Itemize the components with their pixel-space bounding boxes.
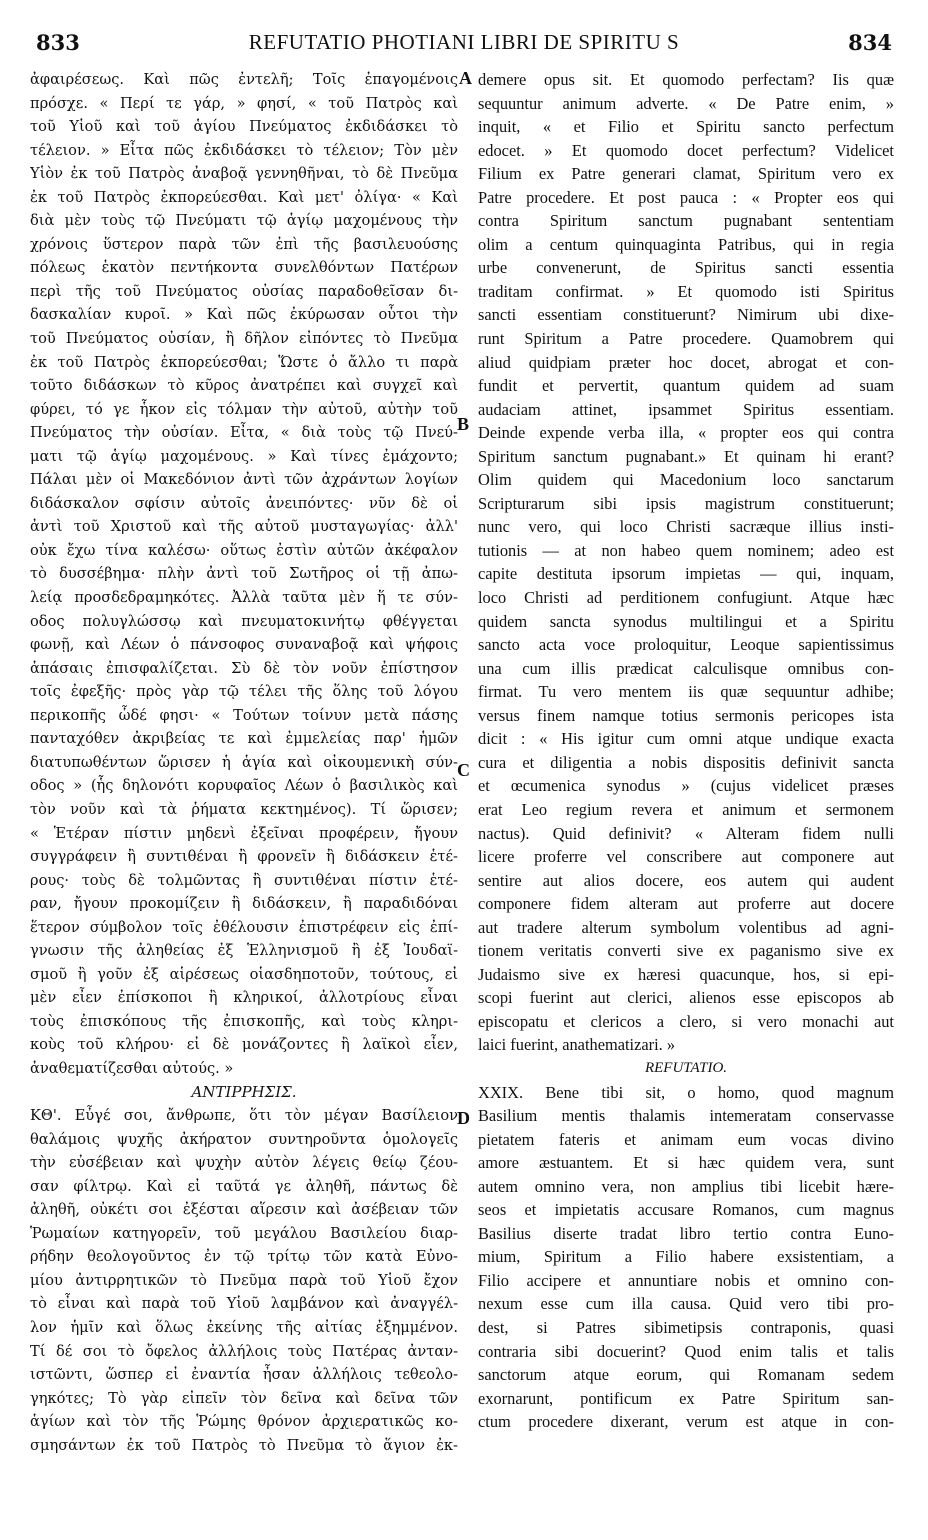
text-line: erat Leo regium revera et animum et sermonem [478, 799, 894, 819]
text-line: aut tradere alterum symbolum volentibus ad agni- [478, 917, 894, 937]
text-line: τὸν νοῦν καὶ τὰ ῥήματα κεκτημένος). Τί ὥρισεν; [30, 800, 458, 818]
text-line: sancto acta voce proloquitur, Leoque sapientissimus [478, 635, 894, 655]
text-line: τοῦ Πνεύματος οὐσίαν, ἢ δῆλον εἰπόντες τὸ Πνεῦμα [30, 330, 458, 348]
section-heading: ΑΝΤΙΡΡΗΣΙΣ. [191, 1082, 297, 1101]
text-line: ἐκ τοῦ Πατρὸς ἐκπορεύεσθαι. Καὶ μετ' ὀλίγα· « Καὶ [30, 188, 458, 206]
margin-letter-b: B [457, 414, 470, 434]
text-line: dest, si Patres sibimetipsis contraponis, quasi [478, 1317, 894, 1337]
text-line: τὸ δυσσέβημα· πλὴν ἀντὶ τοῦ Σωτῆρος οἱ τῇ ἀπω- [30, 565, 458, 583]
text-line: ἀντὶ τοῦ Χριστοῦ καὶ τῆς αὐτοῦ μυσταγωγίας· ἀλλ' [30, 518, 458, 536]
text-line: fundit et pervertit, quantum quidem ad suam [478, 376, 894, 396]
text-line: una cum illis prædicat calculisque omnibus con- [478, 658, 894, 678]
text-line: γνωσιν τῆς ἀληθείας ἐξ Ἑλληνισμοῦ ἢ ἐξ Ἰουδαϊ- [30, 942, 458, 960]
text-line: et œcumenica synodus » (cujus videlicet præses [478, 776, 894, 796]
text-line: ctum procedere dixerant, verum est atque in con- [478, 1412, 894, 1432]
text-line: σμοῦ ἢ γοῦν ἐξ αἱρέσεως οἱασδηποτοῦν, τούτους, εἰ [30, 965, 458, 983]
text-line: διὰ μὲν τοὺς τῷ Πνεύματι τῷ ἁγίῳ μαχομένους τὴν [30, 212, 458, 230]
text-line: ματι τῷ ἁγίῳ μαχομένους. » Καὶ τίνες ἐμάχοντο; [30, 447, 458, 465]
text-line: versus finem namque totius sermonis pericopes ista [478, 705, 894, 725]
text-line: Πάλαι μὲν οἱ Μακεδόνιον ἀντὶ τῶν ἀχράντων λογίων [30, 471, 458, 489]
text-line: contraria sibi docuerint? Quod enim talis et talis [478, 1341, 894, 1361]
text-line: θαλάμοις ψυχῆς ἀκήρατον συντηροῦντα ὁμολογεῖς [30, 1130, 458, 1148]
text-line: cura et diligentia a nobis dispositis definivit sancta [478, 752, 894, 772]
text-line: edocet. » Et quomodo docet perfectum? Videlicet [478, 140, 894, 160]
text-line: μίου ἀντιρρητικῶν τὸ Πνεῦμα παρὰ τοῦ Υἱοῦ ἔχον [30, 1271, 458, 1289]
text-line: σμησάντων ἐκ τοῦ Πατρὸς τὸ Πνεῦμα τὸ ἅγιον ἐκ- [30, 1436, 458, 1454]
text-line: πόλεως ἑκατὸν πεντήκοντα συνελθόντων Πατέρων [30, 259, 458, 277]
text-line: loco Christi ad perditionem confugiunt. Atque hæc [478, 588, 894, 608]
text-line: Filium ex Patre generari clamat, Spiritum vero ex [478, 164, 894, 184]
text-line: περὶ τῆς τοῦ Πνεύματος οὐσίας παραδοθεῖσαν δι- [30, 282, 458, 300]
text-line: τοῦτο διδάσκων τὸ κῦρος ἀνατρέπει καὶ συγχεῖ καὶ [30, 377, 458, 395]
text-line: διδάσκαλον σφίσιν αὐτοῖς ἀνειπόντες· νῦν δὲ οἱ [30, 494, 458, 512]
text-line: οδος πολυγλώσσῳ καὶ πνευματοκινήτῳ φθέγγεται [30, 612, 458, 630]
text-line: amore æstuantem. Et si hæc quidem vera, sunt [478, 1153, 894, 1173]
text-line: ἕτερον σύμβολον τοῖς ἐθέλουσιν ἐπιστρέφειν εἰς ἐπί- [30, 918, 458, 936]
margin-letter-d: D [457, 1108, 470, 1128]
text-line: Basilius diserte tradat libro tertio contra Euno- [478, 1223, 894, 1243]
text-line: XXIX. Bene tibi sit, o homo, quod magnum [478, 1082, 894, 1102]
running-header [36, 30, 892, 60]
text-line: nunc vero, qui loco Christi sacræque illius insti- [478, 517, 894, 537]
text-line: laici fuerint, anathematizari. » [478, 1035, 676, 1055]
greek-column [30, 68, 458, 1457]
margin-letter-a: A [459, 68, 472, 88]
text-line: φωνῇ, καὶ Λέων ὁ πάνσοφος συναναβοᾷ καὶ ψήφοις [30, 636, 458, 654]
text-line: olim a centum quinquaginta Patribus, qui in regia [478, 234, 894, 254]
text-line: capite destituta ipsorum impietas — qui, inquam, [478, 564, 894, 584]
text-line: pietatem fateris et animam eum vocas divino [478, 1129, 894, 1149]
text-line: δασκαλίαν κυροῖ. » Καὶ πῶς ἐκύρωσαν οὗτοι τὴν [30, 306, 458, 324]
page-number-left: 833 [36, 30, 80, 55]
text-line: inquit, « et Filio et Spiritu sancto perfectum [478, 117, 894, 137]
text-line: Filio accipere et annuntiare nobis et omnino con- [478, 1270, 894, 1290]
text-line: διατυπωθέντων ὥρισεν ἡ ἁγία καὶ οἰκουμενικὴ σύν- [30, 753, 458, 771]
text-line: tutionis — at non habeo quem nominem; adeo est [478, 540, 894, 560]
text-line: nactus). Quid definivit? « Alteram fidem nulli [478, 823, 894, 843]
text-line: dicit : « His igitur cum omni atque undique exacta [478, 729, 894, 749]
text-line: τοῖς ἐφεξῆς· πρὸς γὰρ τῷ τέλει τῆς ὅλης τοῦ λόγου [30, 683, 458, 701]
text-line: exornarunt, pontificum ex Patre Spiritum san- [478, 1388, 894, 1408]
text-line: ἀφαιρέσεως. Καὶ πῶς ἐντελῆ; Τοῖς ἐπαγομένοις [30, 71, 458, 88]
text-line: traditam confirmat. » Et quomodo isti Spiritus [478, 281, 894, 301]
text-line: ἐκ τοῦ Πατρὸς ἐκπορεύεσθαι; Ὥστε ὁ ἄλλο τι παρὰ [30, 353, 458, 371]
text-line: Πνεύματος τὴν οὐσίαν. Εἶτα, « διὰ τοὺς τῷ Πνεύ- [30, 424, 458, 442]
text-line: autem omnino vera, non amplius tibi licebit hære- [478, 1176, 894, 1196]
text-line: πρόσχε. « Περί τε γάρ, » φησί, « τοῦ Πατρὸς καὶ [30, 94, 458, 112]
text-line: Scripturarum sibi ipsis magistrum constituerunt; [478, 493, 894, 513]
text-line: φύρει, τό γε ἧκον εἰς τόλμαν τὴν αὐτοῦ, αὐτὴν τοῦ [30, 400, 458, 418]
text-line: licere proferre vel conscribere aut componere aut [478, 847, 894, 867]
text-line: mium, Spiritum a Filio habere exsistentiam, a [478, 1247, 894, 1267]
text-line: firmat. Tu vero mentem iis quæ sequuntur adhibe; [478, 682, 894, 702]
text-line: audaciam attinet, ipsammet Spiritus essentiam. [478, 399, 894, 419]
text-line: ραν, ἤγουν προκομίζειν ἢ διδάσκειν, ἢ παραδιδόναι [30, 895, 458, 913]
section-heading: REFUTATIO. [644, 1059, 728, 1076]
page-number-right: 834 [848, 30, 892, 55]
text-line: συγγράφειν ἢ συντιθέναι ἢ φρονεῖν ἢ διδάσκειν ἑτέ- [30, 848, 458, 866]
text-line: πανταχόθεν ἀκριβείας τε καὶ ἐμμελείας παρ' ἡμῶν [30, 730, 458, 748]
text-line: nexum esse cum illa causa. Quid vero tibi pro- [478, 1294, 894, 1314]
text-line: Judaismo sive ex hæresi quacunque, hos, si epi- [478, 964, 894, 984]
margin-letter-c: C [457, 760, 470, 780]
text-line: quidem sancta synodus multilingui et a Spiritu [478, 611, 894, 631]
text-line: urbe convenerunt, de Spiritus sancti essentia [478, 258, 894, 278]
text-line: sancti essentiam constituerunt? Nimirum ubi dixe- [478, 305, 894, 325]
text-line: « Ἑτέραν πίστιν μηδενὶ ἐξεῖναι προφέρειν, ἤγουν [30, 824, 458, 842]
text-line: tionem veritatis converti sive ex paganismo sive ex [478, 941, 894, 961]
text-line: demere opus sit. Et quomodo perfectam? Iis quæ [478, 70, 894, 89]
text-line: τὴν εὐσέβειαν καὶ ψυχὴν αὐτὸν λέγεις θείῳ ζέου- [30, 1154, 458, 1172]
text-line: λείᾳ προσδεδραμηκότες. Ἀλλὰ ταῦτα μὲν ἥ τε σύν- [30, 589, 458, 607]
text-line: aliud quidpiam præter hoc docet, abrogat et con- [478, 352, 894, 372]
text-line: ΚΘ'. Εὖγέ σοι, ἄνθρωπε, ὅτι τὸν μέγαν Βασίλειον [30, 1107, 458, 1125]
text-line: sanctorum atque eorum, qui Romanam sedem [478, 1365, 894, 1385]
text-line: Deinde expende verba illa, « propter eos qui contra [478, 423, 894, 443]
text-line: σαν φίλτρῳ. Καὶ εἰ ταῦτά γε ἀληθῆ, πάντως δὲ [30, 1177, 458, 1195]
text-line: μὲν εἶεν ἐπίσκοποι ἢ κληρικοί, ἀλλοτρίους εἶναι [30, 989, 458, 1007]
text-line: ἀναθεματίζεσθαι αὐτούς. » [30, 1059, 234, 1077]
text-line: Υἱὸν ἐκ τοῦ Πατρὸς ἀναβοᾷ γεννηθῆναι, τὸ δὲ Πνεῦμα [30, 165, 458, 183]
text-line: ιστῶντι, ὥσπερ εἰ ἐναντία ἦσαν ἀλλήλοις τεθεολο- [30, 1366, 458, 1384]
text-line: Spiritum sanctum pugnabant.» Et quinam hi erant? [478, 446, 894, 466]
text-line: runt Spiritum a Patre procedere. Quamobrem qui [478, 329, 894, 349]
text-line: τὸ εἶναι καὶ παρὰ τοῦ Υἱοῦ λαμβάνον καὶ ἀναγγέλ- [30, 1295, 458, 1313]
text-line: τοῦ Υἱοῦ καὶ τοῦ ἁγίου Πνεύματος ἐκδιδάσκει τὸ [30, 118, 458, 136]
text-line: Ῥωμαίων κατηγορεῖν, τοῦ μεγάλου Βασιλείου διαρ- [30, 1224, 458, 1242]
text-line: ἀληθῆ, οὐκέτι σοι ἐξέσται αἵρεσιν καὶ ἀσέβειαν τῶν [30, 1201, 458, 1219]
text-line: ἁπάσαις ἐπισφαλίζεται. Σὺ δὲ τὸν νοῦν ἐπίστησον [30, 659, 458, 677]
text-line: τοὺς ἐπισκόπους τῆς ἐπισκοπῆς, καὶ τοὺς κληρι- [30, 1012, 458, 1030]
text-line: Olim quidem qui Macedonium loco sanctarum [478, 470, 894, 490]
latin-column [478, 68, 894, 1434]
running-title: REFUTATIO PHOTIANI LIBRI DE SPIRITU S [248, 30, 680, 54]
text-line: τέλειον. » Εἶτα πῶς ἐκδιδάσκει τὸ τέλειον; Τὸν μὲν [30, 141, 458, 159]
text-line: contra Spiritum sanctum pugnabant sententiam [478, 211, 894, 231]
text-line: οὐκ ἔχω τίνα καλέσω· οὕτως ἐστὶν αὐτῶν ἀκέφαλον [30, 541, 458, 559]
text-line: Basilium mentis thalamis intemeratam conservasse [478, 1106, 894, 1126]
text-line: sequuntur animum adverte. « De Patre enim, » [478, 93, 894, 113]
text-line: componere fidem alteram aut proferre aut docere [478, 894, 894, 914]
text-line: Τί δέ σοι τὸ ὄφελος ἀλλήλοις τοὺς Πατέρας ἀνταν- [30, 1342, 458, 1360]
text-line: episcopatu et clericos a clero, si vero monachi aut [478, 1011, 894, 1031]
text-line: ρους· τοὺς δὲ τολμῶντας ἢ συντιθέναι πίστιν ἑτέ- [30, 871, 458, 889]
text-line: κοὺς τοῦ κλήρου· εἰ δὲ μονάζοντες ἢ λαϊκοὶ εἶεν, [30, 1036, 458, 1054]
text-line: γηκότες; Τὸ γὰρ εἰπεῖν τὸν δεῖνα καὶ δεῖνα τῶν [30, 1389, 458, 1407]
text-line: περικοπῆς ὧδέ φησι· « Τούτων τοίνυν μετὰ πάσης [30, 706, 458, 724]
text-line: χρόνοις ὕστερον παρὰ τῶν ἐπὶ τῆς βασιλευούσης [30, 235, 458, 253]
text-line: Patre procedere. Et post pauca : « Propter eos qui [478, 187, 894, 207]
text-line: scopi fuerint aut clerici, alienos esse episcopos ab [478, 988, 894, 1008]
text-line: ρήδην θεολογοῦντος ἐν τῷ τρίτῳ τῶν κατὰ Εὐνο- [30, 1248, 458, 1266]
text-line: οδος » (ἧς δηλονότι κορυφαῖος Λέων ὁ βασιλικὸς καὶ [30, 777, 458, 795]
text-line: ἁγίων καὶ τὸν τῆς Ῥώμης θρόνον ἀρχιερατικῶς κο- [30, 1413, 458, 1431]
text-line: λον ἡμῖν καὶ ὅλως ἐκείνης τῆς αἰτίας ἐξημμένον. [30, 1318, 458, 1336]
text-line: sentire aut alios docere, eos autem qui audent [478, 870, 894, 890]
text-line: seos et impietatis accusare Romanos, cum magnus [478, 1200, 894, 1220]
